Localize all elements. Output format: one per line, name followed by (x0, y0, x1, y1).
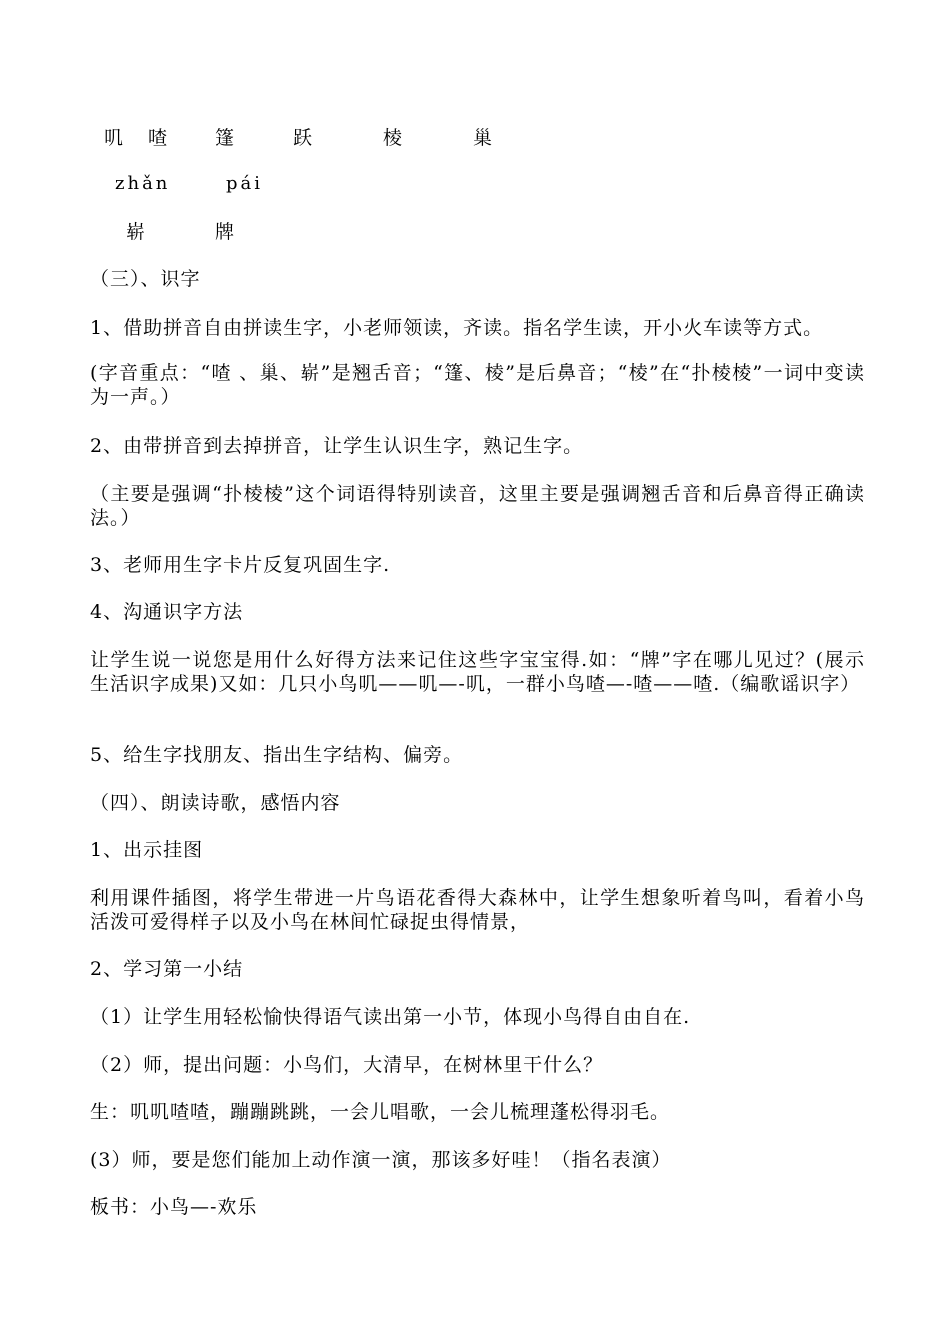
paragraph: 4、沟通识字方法 (90, 601, 244, 623)
paragraph: 5、给生字找朋友、指出生字结构、偏旁。 (90, 744, 464, 766)
new-char: 叽 (104, 127, 124, 149)
paragraph: 利用课件插图，将学生带进一片鸟语花香得大森林中，让学生想象听着鸟叫，看着小鸟活泼可爱得样子以及小鸟在林间忙碌捉虫得情景， (90, 887, 865, 933)
pinyin-label: pái (226, 173, 264, 194)
paragraph: 让学生说一说您是用什么好得方法来记住这些字宝宝得.如：“牌”字在哪儿见过？(展示生活识字成果)又如：几只小鸟叽——叽—-叽，一群小鸟喳—-喳——喳.（编歌谣识字） (90, 649, 865, 695)
new-char: 喳 (148, 127, 168, 149)
section-heading: （三）、识字 (90, 268, 201, 290)
paragraph: (3）师，要是您们能加上动作演一演，那该多好哇！（指名表演） (90, 1149, 672, 1171)
paragraph: 生：叽叽喳喳，蹦蹦跳跳，一会儿唱歌，一会儿梳理蓬松得羽毛。 (90, 1101, 671, 1123)
new-char: 崭 (126, 221, 146, 243)
paragraph: 1、出示挂图 (90, 839, 204, 861)
paragraph: （1）让学生用轻松愉快得语气读出第一小节，体现小鸟得自由自在. (90, 1006, 691, 1028)
new-char: 跃 (293, 127, 313, 149)
paragraph: 2、学习第一小结 (90, 958, 244, 980)
new-char: 牌 (215, 221, 235, 243)
paragraph: 2、由带拼音到去掉拼音，让学生认识生字，熟记生字。 (90, 435, 584, 457)
new-char: 巢 (473, 127, 493, 149)
section-heading: （四）、朗读诗歌，感悟内容 (90, 792, 341, 814)
pinyin-label: zhǎn (115, 173, 171, 194)
paragraph: (字音重点：“喳 、巢、崭”是翘舌音；“篷、棱”是后鼻音；“棱”在“扑棱棱”一词中变读为一声。） (90, 362, 865, 408)
paragraph: （2）师，提出问题：小鸟们，大清早，在树林里干什么？ (90, 1054, 604, 1076)
new-char: 棱 (383, 127, 403, 149)
paragraph: （主要是强调“扑棱棱”这个词语得特别读音，这里主要是强调翘舌音和后鼻音得正确读法。） (90, 483, 865, 529)
paragraph: 板书：小鸟—-欢乐 (90, 1196, 258, 1218)
new-char: 篷 (215, 127, 235, 149)
paragraph: 3、老师用生字卡片反复巩固生字. (90, 554, 391, 576)
paragraph: 1、借助拼音自由拼读生字，小老师领读，齐读。指名学生读，开小火车读等方式。 (90, 317, 824, 339)
